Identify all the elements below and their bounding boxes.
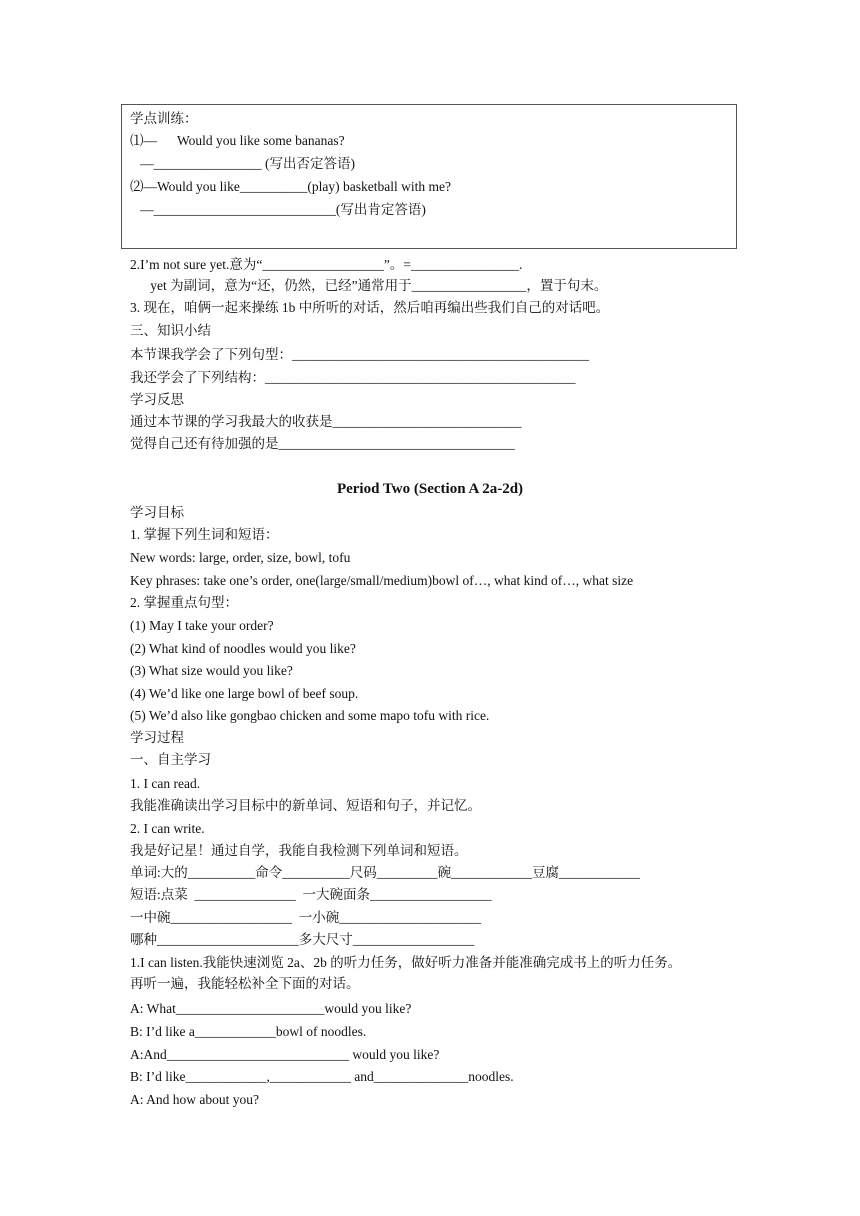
text-line: 我是好记星！通过自学，我能自我检测下列单词和短语。 <box>130 843 468 858</box>
text-line: 2.I’m not sure yet.意为“__________________”。=________________. <box>130 257 523 272</box>
text-line: (2) What kind of noodles would you like? <box>130 641 356 656</box>
text-line: 通过本节课的学习我最大的收获是____________________________ <box>130 414 522 429</box>
text-line: A: And how about you? <box>130 1092 259 1107</box>
text-line: yet 为副词，意为“还，仍然，已经”通常用于_________________，置于句末。 <box>130 278 608 293</box>
text-line: (1) May I take your order? <box>130 618 274 633</box>
box-question-2: ⑵—Would you like__________(play) basketball with me? <box>130 179 451 194</box>
text-line: 单词:大的__________命令__________尺码_________碗____________豆腐____________ <box>130 865 641 880</box>
text-line: 1.I can listen.我能快速浏览 2a、2b 的听力任务，做好听力准备并能准确完成书上的听力任务。 <box>130 955 682 970</box>
text-line: Key phrases: take one’s order, one(large/small/medium)bowl of…, what kind of…, what size <box>130 573 634 588</box>
text-line: 1. I can read. <box>130 776 201 791</box>
text-line: (5) We’d also like gongbao chicken and some mapo tofu with rice. <box>130 708 490 723</box>
text-line: 哪种_____________________多大尺寸__________________ <box>130 932 475 947</box>
text-line: 三、知识小结 <box>130 323 211 338</box>
text-line: 短语:点菜 _______________ 一大碗面条__________________ <box>130 887 492 902</box>
text-line: 2. I can write. <box>130 821 205 836</box>
text-line: 2. 掌握重点句型： <box>130 595 238 610</box>
text-line: B: I’d like a____________bowl of noodles. <box>130 1024 367 1039</box>
box-question-1: ⑴— Would you like some bananas? <box>130 133 345 148</box>
text-line: (4) We’d like one large bowl of beef soup. <box>130 686 359 701</box>
box-answer-2: —___________________________(写出肯定答语) <box>130 202 426 217</box>
text-line: 我还学会了下列结构：______________________________________________ <box>130 370 576 385</box>
text-line: 1. 掌握下列生词和短语： <box>130 527 279 542</box>
text-line: 我能准确读出学习目标中的新单词、短语和句子，并记忆。 <box>130 798 481 813</box>
box-heading: 学点训练： <box>130 111 198 126</box>
text-line: 觉得自己还有待加强的是___________________________________ <box>130 436 515 451</box>
text-line: B: I’d like____________,____________ and______________noodles. <box>130 1069 514 1084</box>
text-line: A:And___________________________ would you like? <box>130 1047 440 1062</box>
text-line: 一、自主学习 <box>130 752 211 767</box>
text-line: 再听一遍，我能轻松补全下面的对话。 <box>130 976 360 991</box>
text-line: 学习过程 <box>130 730 184 745</box>
text-line: 学习反思 <box>130 392 184 407</box>
text-line: 本节课我学会了下列句型：____________________________________________ <box>130 347 589 362</box>
text-line: A: What______________________would you like? <box>130 1001 412 1016</box>
exercise-box <box>121 104 737 249</box>
text-line: 学习目标 <box>130 505 184 520</box>
box-answer-1: —________________ (写出否定答语) <box>130 156 355 171</box>
text-line: 3. 现在，咱俩一起来操练 1b 中所听的对话，然后咱再编出些我们自己的对话吧。 <box>130 300 610 315</box>
text-line: (3) What size would you like? <box>130 663 293 678</box>
text-line: 一中碗__________________ 一小碗_____________________ <box>130 910 481 925</box>
text-line: New words: large, order, size, bowl, tofu <box>130 550 351 565</box>
section-title: Period Two (Section A 2a-2d) <box>336 481 524 497</box>
